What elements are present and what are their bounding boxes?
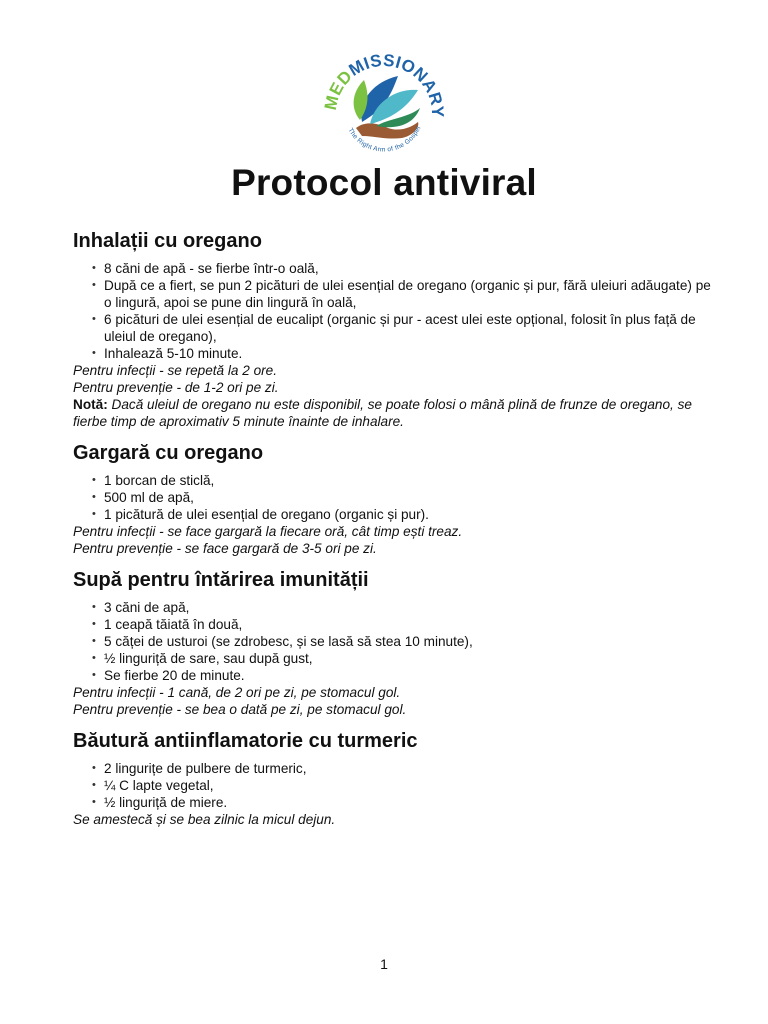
list-item: • 2 lingurițe de pulbere de turmeric, [73,760,713,777]
list-item: • 1 ceapă tăiată în două, [73,616,713,633]
section-heading: Gargară cu oregano [73,442,264,464]
list-item: • 1 picătură de ulei esențial de oregano (organic și pur). [73,506,713,523]
section-heading: Băutură antiinflamatorie cu turmeric [73,730,418,752]
list-item: • 5 căței de usturoi (se zdrobesc, și se lasă să stea 10 minute), [73,633,713,650]
list-item: • După ce a fiert, se pun 2 picături de ulei esențial de oregano (organic și pur, fără uleiuri adăugate) pe o lingură, apoi se pune din lingură în oală, [73,277,713,311]
list-item: • ¼ C lapte vegetal, [73,777,713,794]
logo-graphic [314,36,454,166]
brand-med: MED [320,66,357,112]
list-item: • 500 ml de apă, [73,489,713,506]
section-heading: Inhalații cu oregano [73,230,262,252]
list-item: • 3 căni de apă, [73,599,713,616]
page-number: 1 [380,956,388,972]
section-turmeric-drink [73,728,713,828]
prevention-note: Pentru prevenție - se face gargară de 3-5 ori pe zi. [73,541,377,556]
special-note-label: Notă: [73,397,108,412]
logo-tagline: The Right Arm of the Gospel [346,125,423,154]
ingredient-list [73,260,713,362]
list-item: • ½ linguriță de miere. [73,794,713,811]
list-item: • 1 borcan de sticlă, [73,472,713,489]
section-heading: Supă pentru întărirea imunității [73,569,369,591]
list-item: • 6 picături de ulei esențial de eucalipt (organic și pur - acest ulei este opțional, folosit în plus față de uleiul de oregano), [73,311,713,345]
ingredient-list [73,599,713,684]
section-oregano-gargle [73,440,713,557]
page-title: Protocol antiviral [231,162,537,203]
ingredient-list [73,760,713,811]
special-note-text: Dacă uleiul de oregano nu este disponibil, se poate folosi o mână plină de frunze de oregano, se fierbe timp de aproximativ 5 minute înainte de inhalare. [73,397,692,429]
infection-note: Pentru infecții - se face gargară la fiecare oră, cât timp ești treaz. [73,524,463,539]
usage-note: Se amestecă și se bea zilnic la micul dejun. [73,812,336,827]
section-immunity-soup [73,567,713,718]
prevention-note: Pentru prevenție - de 1-2 ori pe zi. [73,380,279,395]
list-item: • ½ linguriță de sare, sau după gust, [73,650,713,667]
list-item: • Se fierbe 20 de minute. [73,667,713,684]
special-note [73,396,713,430]
list-item: • 8 căni de apă - se fierbe într-o oală, [73,260,713,277]
document-body [73,228,713,828]
ingredient-list [73,472,713,523]
infection-note: Pentru infecții - 1 cană, de 2 ori pe zi, pe stomacul gol. [73,685,401,700]
brand-missionary: MISSIONARY [345,50,448,119]
section-oregano-inhalation [73,228,713,430]
list-item: • Inhalează 5-10 minute. [73,345,713,362]
medmissionary-logo [314,36,454,166]
prevention-note: Pentru prevenție - se bea o dată pe zi, pe stomacul gol. [73,702,407,717]
infection-note: Pentru infecții - se repetă la 2 ore. [73,363,278,378]
